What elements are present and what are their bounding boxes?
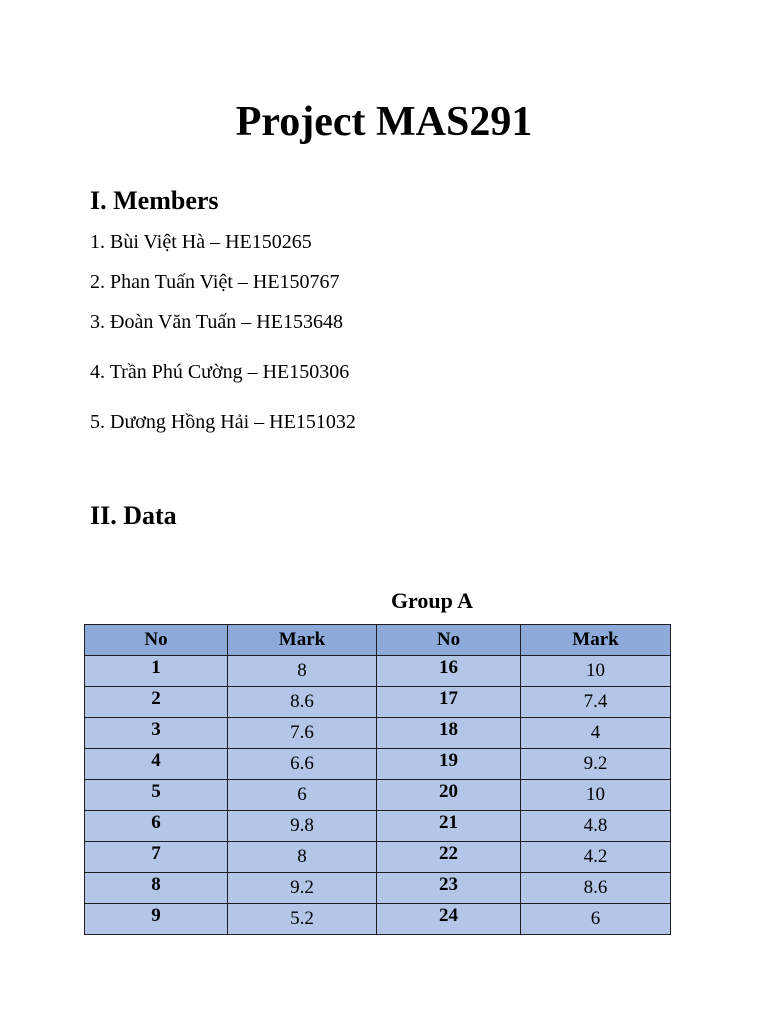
cell-no: 23 <box>377 873 521 904</box>
column-header-no: No <box>85 625 228 656</box>
cell-mark: 7.4 <box>521 687 671 718</box>
member-item: 2. Phan Tuấn Việt – HE150767 <box>90 271 340 293</box>
cell-mark: 9.8 <box>228 811 377 842</box>
cell-no: 8 <box>85 873 228 904</box>
cell-mark: 9.2 <box>228 873 377 904</box>
cell-mark: 9.2 <box>521 749 671 780</box>
cell-no: 18 <box>377 718 521 749</box>
table-header-row <box>85 625 671 656</box>
cell-no: 9 <box>85 904 228 935</box>
member-item: 5. Dương Hồng Hải – HE151032 <box>90 411 356 433</box>
cell-mark: 5.2 <box>228 904 377 935</box>
cell-no: 4 <box>85 749 228 780</box>
cell-no: 19 <box>377 749 521 780</box>
group-a-table <box>84 624 671 935</box>
table-row <box>85 718 671 749</box>
table-row <box>85 656 671 687</box>
column-header-no: No <box>377 625 521 656</box>
cell-no: 6 <box>85 811 228 842</box>
cell-no: 17 <box>377 687 521 718</box>
data-heading: II. Data <box>90 501 177 530</box>
cell-mark: 8 <box>228 842 377 873</box>
column-header-mark: Mark <box>228 625 377 656</box>
cell-no: 3 <box>85 718 228 749</box>
cell-no: 21 <box>377 811 521 842</box>
table-row <box>85 811 671 842</box>
members-heading: I. Members <box>90 186 219 215</box>
column-header-mark: Mark <box>521 625 671 656</box>
cell-mark: 6 <box>521 904 671 935</box>
cell-mark: 10 <box>521 780 671 811</box>
member-item: 1. Bùi Việt Hà – HE150265 <box>90 231 312 253</box>
table-row <box>85 780 671 811</box>
member-item: 4. Trần Phú Cường – HE150306 <box>90 361 350 383</box>
cell-mark: 7.6 <box>228 718 377 749</box>
cell-mark: 8 <box>228 656 377 687</box>
cell-mark: 8.6 <box>521 873 671 904</box>
cell-mark: 10 <box>521 656 671 687</box>
cell-mark: 8.6 <box>228 687 377 718</box>
cell-no: 16 <box>377 656 521 687</box>
cell-mark: 4.8 <box>521 811 671 842</box>
cell-no: 24 <box>377 904 521 935</box>
table-body <box>85 656 671 935</box>
cell-mark: 4 <box>521 718 671 749</box>
cell-no: 20 <box>377 780 521 811</box>
member-item: 3. Đoàn Văn Tuấn – HE153648 <box>90 311 343 333</box>
cell-no: 1 <box>85 656 228 687</box>
group-a-table-container <box>84 624 670 935</box>
cell-no: 5 <box>85 780 228 811</box>
cell-mark: 6.6 <box>228 749 377 780</box>
cell-no: 22 <box>377 842 521 873</box>
table-title: Group A <box>390 588 474 613</box>
table-row <box>85 842 671 873</box>
cell-no: 7 <box>85 842 228 873</box>
cell-no: 2 <box>85 687 228 718</box>
page-title: Project MAS291 <box>235 99 533 145</box>
table-row <box>85 687 671 718</box>
table-row <box>85 904 671 935</box>
cell-mark: 6 <box>228 780 377 811</box>
cell-mark: 4.2 <box>521 842 671 873</box>
table-row <box>85 749 671 780</box>
table-row <box>85 873 671 904</box>
